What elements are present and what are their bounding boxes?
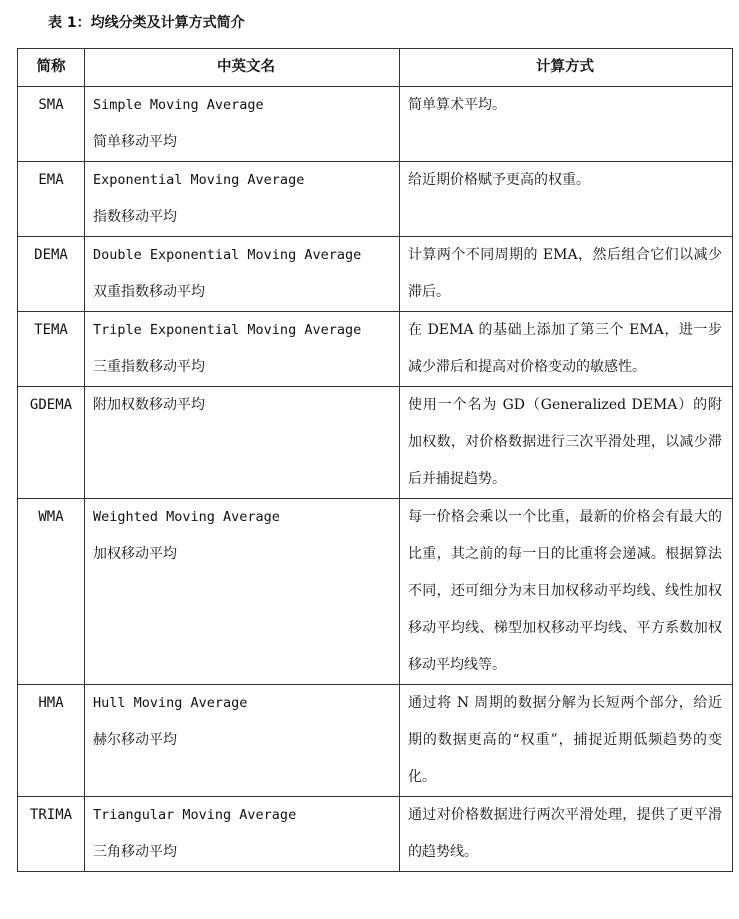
- cell-name: [85, 387, 400, 499]
- cell-calc: 在 DEMA 的基础上添加了第三个 EMA，进一步减少滞后和提高对价格变动的敏感性。: [400, 312, 733, 387]
- cell-calc: 每一价格会乘以一个比重，最新的价格会有最大的比重，其之前的每一日的比重将会递减。根据算法不同，还可细分为末日加权移动平均线、线性加权移动平均线、梯型加权移动平均线、平方系数加权移动平均线等。: [400, 499, 733, 685]
- cell-calc: 通过对价格数据进行两次平滑处理，提供了更平滑的趋势线。: [400, 797, 733, 872]
- cell-abbr: EMA: [18, 162, 85, 237]
- name-en: Exponential Moving Average: [93, 172, 305, 188]
- name-en: Hull Moving Average: [93, 695, 248, 711]
- cell-calc: 通过将 N 周期的数据分解为长短两个部分，给近期的数据更高的“权重”，捕捉近期低频趋势的变化。: [400, 685, 733, 797]
- cell-name: [85, 162, 400, 237]
- header-abbr: 简称: [18, 49, 85, 87]
- name-en: Simple Moving Average: [93, 97, 264, 113]
- name-en: Double Exponential Moving Average: [93, 247, 362, 263]
- cell-abbr: TRIMA: [18, 797, 85, 872]
- cell-name: [85, 237, 400, 312]
- header-name: 中英文名: [85, 49, 400, 87]
- table-row: [18, 237, 733, 312]
- cell-calc: 给近期价格赋予更高的权重。: [400, 162, 733, 237]
- table-row: [18, 312, 733, 387]
- table-header-row: [18, 49, 733, 87]
- table-caption: 表 1：均线分类及计算方式简介: [48, 15, 245, 31]
- name-en: Weighted Moving Average: [93, 509, 280, 525]
- cell-abbr: SMA: [18, 87, 85, 162]
- cell-calc: 使用一个名为 GD（Generalized DEMA）的附加权数，对价格数据进行三次平滑处理，以减少滞后并捕捉趋势。: [400, 387, 733, 499]
- name-zh: 三重指数移动平均: [93, 359, 205, 375]
- cell-name: [85, 499, 400, 685]
- name-zh: 附加权数移动平均: [93, 397, 205, 413]
- table-row: [18, 499, 733, 685]
- name-en: Triple Exponential Moving Average: [93, 322, 362, 338]
- table-row: [18, 387, 733, 499]
- cell-name: [85, 87, 400, 162]
- name-zh: 双重指数移动平均: [93, 284, 205, 300]
- cell-calc: 简单算术平均。: [400, 87, 733, 162]
- cell-abbr: WMA: [18, 499, 85, 685]
- header-calc: 计算方式: [400, 49, 733, 87]
- moving-average-table: [17, 48, 733, 872]
- table-row: [18, 87, 733, 162]
- cell-abbr: HMA: [18, 685, 85, 797]
- cell-abbr: DEMA: [18, 237, 85, 312]
- table-row: [18, 685, 733, 797]
- name-zh: 简单移动平均: [93, 134, 177, 150]
- cell-name: [85, 312, 400, 387]
- name-zh: 三角移动平均: [93, 844, 177, 860]
- cell-name: [85, 685, 400, 797]
- table-row: [18, 797, 733, 872]
- name-zh: 指数移动平均: [93, 209, 177, 225]
- name-zh: 赫尔移动平均: [93, 732, 177, 748]
- cell-abbr: TEMA: [18, 312, 85, 387]
- name-zh: 加权移动平均: [93, 546, 177, 562]
- table-row: [18, 162, 733, 237]
- cell-calc: 计算两个不同周期的 EMA，然后组合它们以减少滞后。: [400, 237, 733, 312]
- cell-abbr: GDEMA: [18, 387, 85, 499]
- name-en: Triangular Moving Average: [93, 807, 297, 823]
- cell-name: [85, 797, 400, 872]
